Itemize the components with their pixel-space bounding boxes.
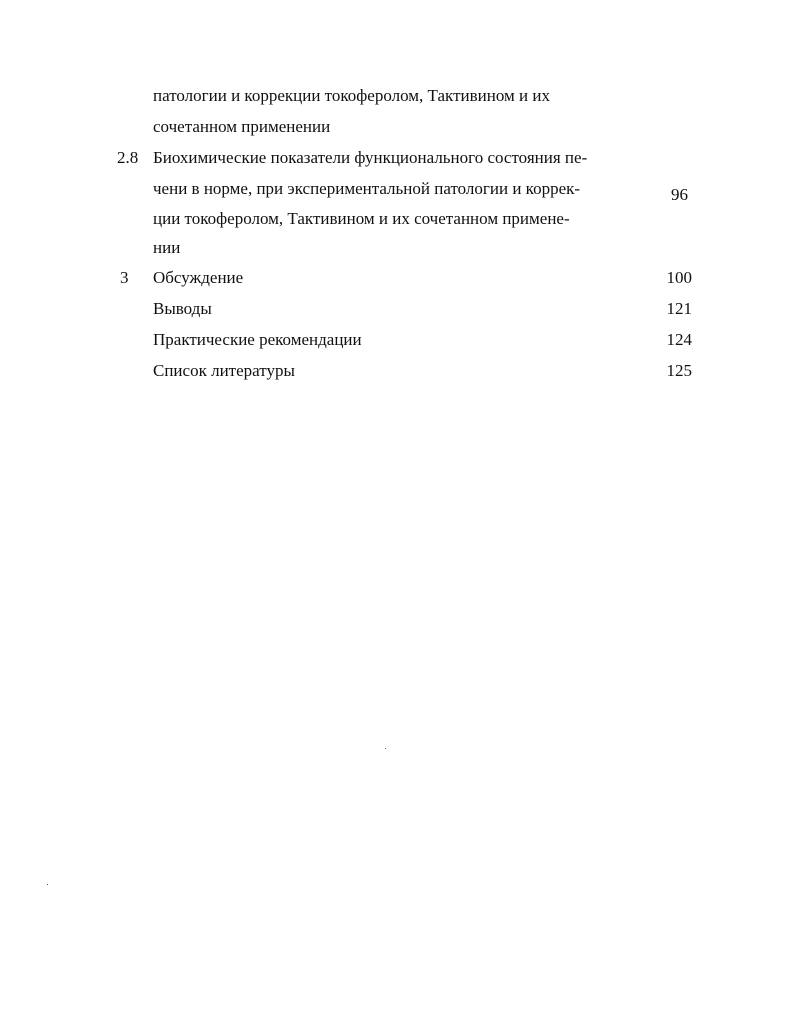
scan-speck [47, 884, 48, 885]
toc-entry-page: 121 [666, 299, 692, 318]
toc-continued-line-2: сочетанном применении [153, 117, 331, 136]
toc-entry-page: 100 [666, 268, 692, 287]
toc-entry-number: 3 [120, 268, 129, 287]
toc-entry-line: Выводы [153, 299, 212, 318]
toc-entry-line: нии [153, 238, 181, 257]
toc-entry-page: 124 [666, 330, 692, 349]
toc-entry-line: Обсуждение [153, 268, 244, 287]
toc-entry-line: ции токоферолом, Тактивином и их сочетанном примене- [153, 209, 570, 228]
toc-continued-line-1: патологии и коррекции токоферолом, Тактивином и их [153, 86, 550, 105]
toc-entry-page: 96 [671, 185, 688, 204]
toc-entry-page: 125 [666, 361, 692, 380]
toc-entry-number: 2.8 [117, 148, 139, 167]
toc-entry-line: чени в норме, при экспериментальной патологии и коррек- [153, 179, 581, 198]
toc-entry-line: Список литературы [153, 361, 295, 380]
toc-entry-line: Биохимические показатели функционального состояния пе- [153, 148, 588, 167]
scan-speck [385, 748, 386, 749]
toc-entry-line: Практические рекомендации [153, 330, 362, 349]
